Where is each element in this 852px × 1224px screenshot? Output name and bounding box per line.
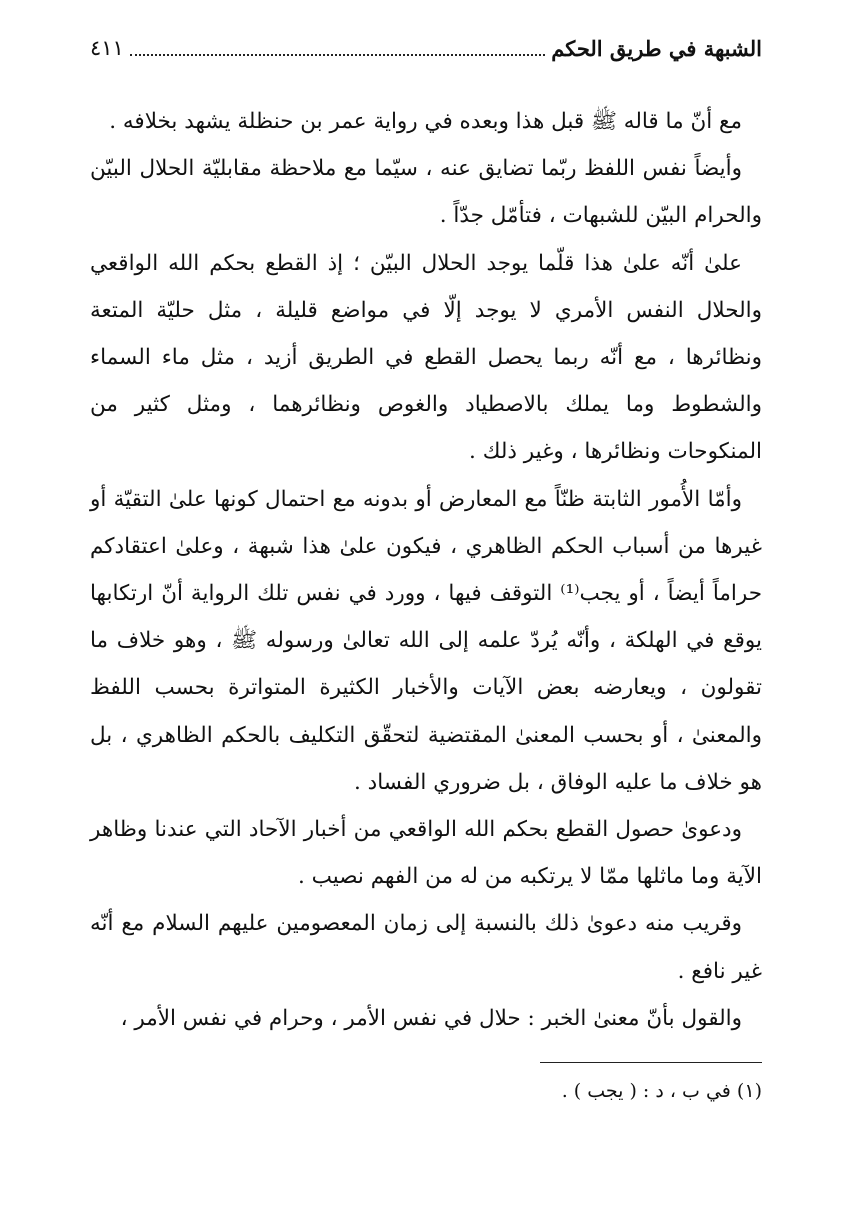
paragraph: والقول بأنّ معنىٰ الخبر : حلال في نفس الأمر ، وحرام في نفس الأمر ، xyxy=(120,1005,742,1031)
paragraph: علىٰ أنّه علىٰ هذا قلّما يوجد الحلال البيّن ؛ إذ القطع بحكم الله الواقعي والحلال النفس الأمري لا يوجد إلّا في مواضع قليلة ، مثل حليّة المتعة ونظائرها ، مع أنّه ربما يحصل القطع في الطريق أزيد ، مثل ماء السماء والشطوط وما يملك بالاصطياد والغوص ونظائرهما ، ومثل كثير من المنكوحات ونظائرها ، وغير ذلك . xyxy=(90,250,762,465)
paragraph: وأيضاً نفس اللفظ ربّما تضايق عنه ، سيّما مع ملاحظة مقابليّة الحلال البيّن والحرام البيّن للشبهات ، فتأمّل جدّاً . xyxy=(90,156,762,229)
header-dot-leader xyxy=(130,54,545,56)
running-header xyxy=(90,30,762,66)
paragraph: وقريب منه دعوىٰ ذلك بالنسبة إلى زمان المعصومين عليهم السلام مع أنّه غير نافع . xyxy=(90,911,762,984)
running-title: الشبهة في طريق الحكم xyxy=(551,35,762,61)
main-text xyxy=(90,98,762,1042)
page-number: ٤١١ xyxy=(90,36,124,60)
footnote: (١) في ب ، د : ( يجب ) . xyxy=(561,1080,762,1102)
paragraph: مع أنّ ما قاله ﷺ قبل هذا وبعده في رواية عمر بن حنظلة يشهد بخلافه . xyxy=(109,109,742,134)
paragraph: ودعوىٰ حصول القطع بحكم الله الواقعي من أخبار الآحاد التي عندنا وظاهر الآية وما ماثلها ممّا لا يرتكبه من له من الفهم نصيب . xyxy=(90,817,762,890)
paragraph: وأمّا الأُمور الثابتة ظنّاً مع المعارض أو بدونه مع احتمال كونها علىٰ التقيّة أو غيرها من أسباب الحكم الظاهري ، فيكون علىٰ هذا شبهة ، وعلىٰ اعتقادكم حراماً أيضاً ، أو يجب⁽¹⁾ التوقف فيها ، وورد في نفس تلك الرواية أنّ ارتكابها يوقع في الهلكة ، وأنّه يُردّ علمه إلى الله تعالىٰ ورسوله ﷺ ، وهو خلاف ما تقولون ، ويعارضه بعض الآيات والأخبار الكثيرة المتواترة بحسب اللفظ والمعنىٰ ، أو بحسب المعنىٰ المقتضية لتحقّق التكليف بالحكم الظاهري ، بل هو خلاف ما عليه الوفاق ، بل ضروري الفساد . xyxy=(90,486,763,795)
footnote-divider xyxy=(540,1062,762,1063)
